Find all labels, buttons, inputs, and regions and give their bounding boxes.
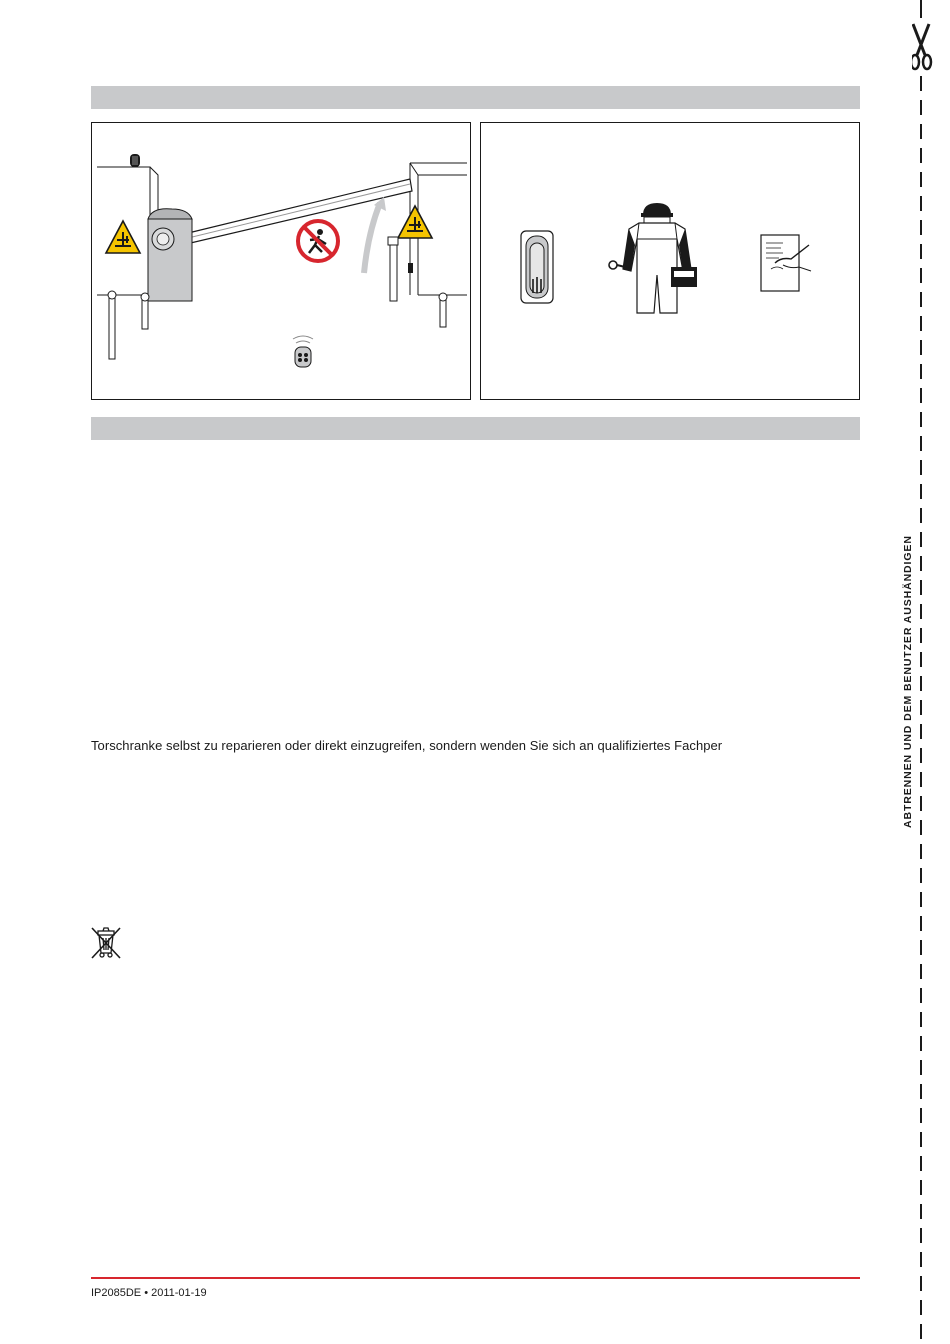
- section-header-bar-1: [91, 86, 860, 109]
- cut-instruction-text: ABTRENNEN UND DEM BENUTZER AUSHÄNDIGEN: [902, 535, 914, 828]
- technician-icon: [609, 203, 697, 313]
- photocell-post: [141, 293, 149, 329]
- maintenance-illustration-panel: [480, 122, 860, 400]
- maintenance-illustration: [481, 123, 861, 401]
- crush-hazard-warning-icon: [106, 221, 140, 253]
- photocell-post: [108, 291, 116, 359]
- crossed-out-bin-icon: [89, 925, 123, 961]
- body-text-line: Torschranke selbst zu reparieren oder direkt einzugreifen, sondern wenden Sie sich an qualifiziertes Fachper: [91, 738, 723, 753]
- flashing-lamp-icon: [130, 154, 140, 167]
- cut-line: [912, 0, 942, 1344]
- barrier-cabinet: [148, 209, 192, 301]
- scissors-icon: [912, 24, 931, 69]
- document-code: IP2085DE • 2011-01-19: [91, 1287, 207, 1299]
- opening-arrow-icon: [364, 197, 386, 273]
- barrier-illustration-panel: [91, 122, 471, 400]
- signing-document-icon: [761, 235, 811, 291]
- crush-hazard-warning-icon: [398, 206, 432, 238]
- no-pedestrians-icon: [298, 221, 338, 261]
- footer-rule: [91, 1277, 860, 1279]
- barrier-illustration: [92, 123, 472, 401]
- remote-control-icon: [293, 336, 313, 367]
- photocell-post: [439, 293, 447, 327]
- key-selector-icon: [521, 231, 553, 303]
- section-header-bar-2: [91, 417, 860, 440]
